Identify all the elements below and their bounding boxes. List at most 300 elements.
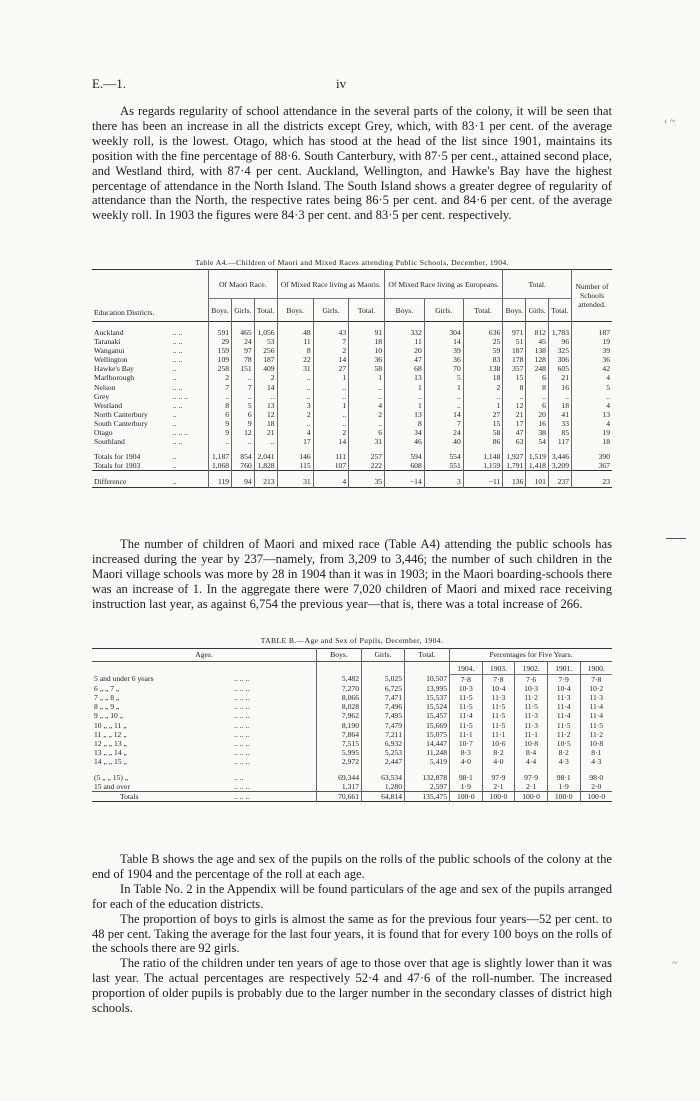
table-cell: 10·3 xyxy=(515,684,548,693)
table-cell: .. xyxy=(424,401,463,410)
table-cell: 1,791 xyxy=(503,461,526,471)
table-cell: −11 xyxy=(463,477,503,487)
table-cell: 97·9 xyxy=(515,773,548,782)
subheader-cell: Boys. xyxy=(385,299,425,322)
table-cell: 6 xyxy=(232,410,255,419)
table-cell: 7,479 xyxy=(362,721,405,730)
table-cell: 111 xyxy=(313,452,348,461)
table-cell: 2·1 xyxy=(482,782,515,792)
table-cell: 9 xyxy=(232,419,255,428)
table-cell: 1·9 xyxy=(547,782,580,792)
table-cell: 11·5 xyxy=(450,693,483,702)
table-b xyxy=(92,648,612,802)
table-cell: 7·9 xyxy=(547,674,580,684)
district-name: North Canterbury xyxy=(94,409,148,419)
table-cell: 10·4 xyxy=(482,684,515,693)
table-row xyxy=(92,757,612,766)
table-cell: 119 xyxy=(209,477,232,487)
table-cell: 35 xyxy=(349,477,385,487)
table-cell: 22 xyxy=(277,355,313,364)
table-cell: 325 xyxy=(548,346,571,355)
table-row xyxy=(92,392,612,401)
leader-dots: .. .. xyxy=(172,346,183,356)
leader-dots: .. .. .. xyxy=(234,702,250,712)
table-cell: 25 xyxy=(463,337,503,346)
table-cell: 636 xyxy=(463,328,503,337)
table-row xyxy=(92,674,612,684)
leader-dots: .. xyxy=(172,452,177,462)
table-row xyxy=(92,410,612,419)
leader-dots: .. .. .. xyxy=(234,674,250,684)
table-cell: 2,597 xyxy=(405,782,450,792)
table-cell: 11·3 xyxy=(547,693,580,702)
table-cell: 367 xyxy=(572,461,613,471)
table-cell: 21 xyxy=(254,428,277,437)
table-cell: 24 xyxy=(424,428,463,437)
table-cell: 5,482 xyxy=(317,674,362,684)
table-cell: 2 xyxy=(277,410,313,419)
table-cell: 2,972 xyxy=(317,757,362,766)
table-cell: 8 xyxy=(209,401,232,410)
table-cell: 43 xyxy=(313,328,348,337)
table-cell: 1,159 xyxy=(463,461,503,471)
table-cell: 11·3 xyxy=(515,711,548,720)
table-cell: 21 xyxy=(503,410,526,419)
leader-dots: .. .. xyxy=(234,772,244,782)
table-cell: 11·3 xyxy=(482,693,515,702)
table-cell: 11·4 xyxy=(547,711,580,720)
table-cell: 5,995 xyxy=(317,748,362,757)
table-cell: 94 xyxy=(232,477,255,487)
table-cell: 11 xyxy=(277,337,313,346)
leader-dots: .. .. .. xyxy=(234,729,250,739)
table-cell: 7,515 xyxy=(317,739,362,748)
table-cell: 8·3 xyxy=(450,748,483,757)
table-cell: .. xyxy=(232,437,255,446)
table-cell: .. xyxy=(424,392,463,401)
table-cell: 97·9 xyxy=(482,773,515,782)
table-cell: 11·5 xyxy=(482,711,515,720)
age-label: 12 „ „ 13 „ xyxy=(94,738,127,748)
table-cell: 605 xyxy=(548,364,571,373)
table-cell: 11·4 xyxy=(547,702,580,711)
table-cell: 8 xyxy=(385,419,425,428)
table-row xyxy=(92,373,612,382)
table-cell: 11·1 xyxy=(450,730,483,739)
table-cell: 258 xyxy=(209,364,232,373)
col-percentages: Percentages for Five Years. xyxy=(450,649,613,662)
table-cell: 213 xyxy=(254,477,277,487)
years-row xyxy=(92,662,612,675)
table-cell: 7,962 xyxy=(317,711,362,720)
table-cell: 10·6 xyxy=(482,739,515,748)
table-cell: 14 xyxy=(254,383,277,392)
col-ages: Ages. xyxy=(195,650,213,659)
table-cell: 98·1 xyxy=(547,773,580,782)
table-row xyxy=(92,461,612,471)
subheader-cell: Total. xyxy=(349,299,385,322)
table-cell: 4·4 xyxy=(515,757,548,766)
table-cell: 132,878 xyxy=(405,773,450,782)
table-cell: 2 xyxy=(254,373,277,382)
group-maori-race: Of Maori Race. xyxy=(209,270,278,299)
table-cell: 23 xyxy=(572,477,613,487)
table-cell: 24 xyxy=(232,337,255,346)
table-cell: 3 xyxy=(424,477,463,487)
table-cell: 51 xyxy=(503,337,526,346)
paragraph-text: In Table No. 2 in the Appendix will be found particulars of the age and sex of the pupils arranged for each of the education districts. xyxy=(92,881,612,911)
table-cell: 85 xyxy=(548,428,571,437)
table-cell: 187 xyxy=(503,346,526,355)
table-cell: 7,864 xyxy=(317,730,362,739)
subheader-cell: Girls. xyxy=(313,299,348,322)
table-cell: 409 xyxy=(254,364,277,373)
table-cell: 10·5 xyxy=(547,739,580,748)
age-label: 8 „ „ 9 „ xyxy=(94,702,120,712)
paragraph-text: The ratio of the children under ten years of age to those over that age is slightly lower than it was last year. The actual percentages are respectively 52·4 and 47·6 of the roll-number. The increased proportion of older pupils is probably due to the larger number in the secondary classes of district high schools. xyxy=(92,956,612,1016)
col-total: Total. xyxy=(405,649,450,662)
table-cell: 98·0 xyxy=(580,773,612,782)
table-cell: 1 xyxy=(385,401,425,410)
age-label: 5 and under 6 years xyxy=(94,674,154,684)
margin-mark: ‹ ~ xyxy=(664,116,676,127)
table-cell: 2·1 xyxy=(515,782,548,792)
district-name: South Canterbury xyxy=(94,418,148,428)
table-cell: 1,187 xyxy=(209,452,232,461)
table-cell: 15,669 xyxy=(405,721,450,730)
table-cell: 12 xyxy=(232,428,255,437)
paragraph-text: As regards regularity of school attendance in the several parts of the colony, it will be seen that there has been an increase in all the districts except Grey, which, with 83·1 per cent. of the average weekly roll, is the lowest. Otago, which has stood at the head of the list since 1901, maintains its position with the fine percentage of 88·6. South Canterbury, with 87·5 per cent., attained second place, and Westland third, with 87·4 per cent. Auckland, Wellington, and Hawke's Bay have the highest percentage of attendance in the North Island. The South Island shows a greater degree of regularity of attendance than the North, the respective rates being 86·5 per cent. and 84·6 per cent. of the average weekly roll. In 1903 the figures were 84·3 per cent. and 83·5 per cent. respectively. xyxy=(92,104,612,223)
leader-dots: .. .. xyxy=(172,328,183,337)
table-cell: 36 xyxy=(349,355,385,364)
table-cell: 15,457 xyxy=(405,711,450,720)
table-cell: 10·7 xyxy=(450,739,483,748)
table-cell: 304 xyxy=(424,328,463,337)
leader-dots: .. .. xyxy=(172,400,183,410)
table-cell: 3 xyxy=(277,401,313,410)
table-cell: 100·0 xyxy=(515,791,548,801)
table-cell: 46 xyxy=(385,437,425,446)
leader-dots: .. .. .. xyxy=(234,711,250,721)
table-cell: 760 xyxy=(232,461,255,471)
col-education-districts: Education Districts. xyxy=(94,308,155,317)
table-cell: 2 xyxy=(463,383,503,392)
table-cell: 128 xyxy=(526,355,549,364)
table-cell: 6,932 xyxy=(362,739,405,748)
table-cell: 18 xyxy=(463,373,503,382)
district-name: Southland xyxy=(94,437,125,447)
table-cell: 8·1 xyxy=(580,748,612,757)
leader-dots: .. xyxy=(172,418,177,428)
table-row xyxy=(92,428,612,437)
table-cell: 11·3 xyxy=(515,721,548,730)
table-cell: 41 xyxy=(548,410,571,419)
table-cell: 222 xyxy=(349,461,385,471)
table-cell: 6 xyxy=(349,428,385,437)
district-name: Totals for 1904 xyxy=(94,452,141,462)
table-cell: 3,209 xyxy=(548,461,571,471)
table-row xyxy=(92,346,612,355)
subheader-cell: Total. xyxy=(254,299,277,322)
table-row xyxy=(92,684,612,693)
table-cell: 1 xyxy=(349,373,385,382)
table-cell: 18 xyxy=(572,437,613,446)
table-cell: .. xyxy=(209,437,232,446)
table-cell: 178 xyxy=(503,355,526,364)
district-name: Nelson xyxy=(94,382,116,392)
table-cell: 101 xyxy=(526,477,549,487)
age-label: 11 „ „ 12 „ xyxy=(94,729,127,739)
table-cell: 248 xyxy=(526,364,549,373)
table-cell: 1,280 xyxy=(362,782,405,792)
margin-rule xyxy=(666,538,686,539)
table-cell: 551 xyxy=(424,461,463,471)
table-cell: 4 xyxy=(572,401,613,410)
table-cell: 1,519 xyxy=(526,452,549,461)
leader-dots: .. .. xyxy=(172,355,183,365)
table-cell: −14 xyxy=(385,477,425,487)
table-cell: 4·0 xyxy=(482,757,515,766)
table-cell: 15,075 xyxy=(405,730,450,739)
table-cell: 63,534 xyxy=(362,773,405,782)
table-row xyxy=(92,791,612,801)
table-cell: .. xyxy=(385,392,425,401)
table-cell: 138 xyxy=(463,364,503,373)
table-cell: 115 xyxy=(277,461,313,471)
table-cell: 96 xyxy=(548,337,571,346)
table-cell: .. xyxy=(254,392,277,401)
table-cell: 465 xyxy=(232,328,255,337)
table-row xyxy=(92,730,612,739)
district-name: Grey xyxy=(94,391,110,401)
table-cell: 68 xyxy=(385,364,425,373)
table-cell: 16 xyxy=(548,383,571,392)
table-cell: 70 xyxy=(424,364,463,373)
table-cell: 187 xyxy=(254,355,277,364)
table-cell: .. xyxy=(526,392,549,401)
report-code: E.—1. xyxy=(92,76,126,91)
leader-dots: .. .. xyxy=(172,437,183,447)
table-cell: 39 xyxy=(572,346,613,355)
leader-dots: .. .. xyxy=(172,337,183,347)
group-total: Total. xyxy=(503,270,572,299)
table-cell: 187 xyxy=(572,328,613,337)
table-cell: 53 xyxy=(254,337,277,346)
table-cell: 1 xyxy=(385,383,425,392)
subheader-cell: Boys. xyxy=(277,299,313,322)
district-name: Totals for 1903 xyxy=(94,461,141,471)
table-cell: 31 xyxy=(277,364,313,373)
table-row xyxy=(92,328,612,337)
table-cell: 31 xyxy=(349,437,385,446)
table-cell: 151 xyxy=(232,364,255,373)
table-row xyxy=(92,364,612,373)
table-row xyxy=(92,721,612,730)
table-cell: 18 xyxy=(349,337,385,346)
subheader-cell: Girls. xyxy=(526,299,549,322)
district-name: Taranaki xyxy=(94,337,121,347)
table-cell: .. xyxy=(503,392,526,401)
col-schools-attended: Number of Schools attended. xyxy=(572,270,613,322)
age-label: 14 „ „ 15 „ xyxy=(94,757,127,767)
table-cell: 1 xyxy=(424,383,463,392)
table-cell: 8 xyxy=(277,346,313,355)
table-cell: .. xyxy=(277,383,313,392)
table-cell: 17 xyxy=(277,437,313,446)
table-b-body xyxy=(92,662,612,802)
district-name: Difference xyxy=(94,477,127,487)
table-cell: .. xyxy=(277,373,313,382)
table-cell: 86 xyxy=(463,437,503,446)
subheader-cell: Boys. xyxy=(209,299,232,322)
table-cell: 5 xyxy=(232,401,255,410)
table-cell: 11·5 xyxy=(515,702,548,711)
table-row xyxy=(92,702,612,711)
table-cell: 59 xyxy=(463,346,503,355)
table-cell: 11·5 xyxy=(482,702,515,711)
table-cell: 70,661 xyxy=(317,791,362,801)
table-cell: 1,317 xyxy=(317,782,362,792)
table-cell: 14 xyxy=(424,410,463,419)
table-cell: 7 xyxy=(313,337,348,346)
table-cell: 390 xyxy=(572,452,613,461)
district-name: Otago xyxy=(94,428,113,438)
table-row xyxy=(92,748,612,757)
table-cell: 8 xyxy=(503,383,526,392)
age-sex-paragraphs xyxy=(92,852,612,1016)
table-row xyxy=(92,452,612,461)
table-cell: 1,828 xyxy=(254,461,277,471)
district-name: Wanganui xyxy=(94,346,125,356)
table-cell: 15 xyxy=(503,373,526,382)
leader-dots: .. .. .. xyxy=(234,720,250,730)
table-cell: 7·6 xyxy=(515,674,548,684)
table-cell: 58 xyxy=(349,364,385,373)
table-cell: 117 xyxy=(548,437,571,446)
table-cell: 54 xyxy=(526,437,549,446)
table-cell: 7·8 xyxy=(482,674,515,684)
table-cell: 4·0 xyxy=(450,757,483,766)
table-cell: 159 xyxy=(209,346,232,355)
table-cell: 5 xyxy=(572,383,613,392)
table-cell: 11·5 xyxy=(580,721,612,730)
table-cell: 20 xyxy=(526,410,549,419)
table-cell: 10·8 xyxy=(515,739,548,748)
leader-dots: .. xyxy=(172,409,177,419)
table-cell: 1,418 xyxy=(526,461,549,471)
year-header: 1901. xyxy=(547,662,580,675)
leader-dots: .. xyxy=(172,477,177,487)
table-cell: .. xyxy=(349,383,385,392)
table-cell: 11,248 xyxy=(405,748,450,757)
table-cell: 17 xyxy=(503,419,526,428)
table-cell: 34 xyxy=(385,428,425,437)
table-cell: 357 xyxy=(503,364,526,373)
table-cell: 7 xyxy=(424,419,463,428)
table-row xyxy=(92,419,612,428)
table-a4-body xyxy=(92,322,612,488)
table-row xyxy=(92,355,612,364)
table-cell: 11·1 xyxy=(482,730,515,739)
table-cell: 11·4 xyxy=(450,711,483,720)
table-cell: 11·5 xyxy=(482,721,515,730)
table-cell: 6 xyxy=(526,401,549,410)
table-b-title: TABLE B.—Age and Sex of Pupils, December, 1904. xyxy=(260,636,444,645)
district-name: Westland xyxy=(94,400,123,410)
table-cell: 15,537 xyxy=(405,693,450,702)
table-cell: 812 xyxy=(526,328,549,337)
table-cell: 2,041 xyxy=(254,452,277,461)
table-cell: .. xyxy=(277,392,313,401)
table-cell: 13,995 xyxy=(405,684,450,693)
year-header: 1903. xyxy=(482,662,515,675)
table-cell: 1,056 xyxy=(254,328,277,337)
table-cell: 7,495 xyxy=(362,711,405,720)
table-cell: 8·2 xyxy=(547,748,580,757)
table-cell: 11·2 xyxy=(580,730,612,739)
table-cell: 4·3 xyxy=(580,757,612,766)
table-cell: 7 xyxy=(209,383,232,392)
subheader-cell: Total. xyxy=(463,299,503,322)
table-cell: 97 xyxy=(232,346,255,355)
table-cell: 1,148 xyxy=(463,452,503,461)
table-cell: 42 xyxy=(572,364,613,373)
table-cell: 854 xyxy=(232,452,255,461)
table-cell: 10·4 xyxy=(547,684,580,693)
year-header: 1902. xyxy=(515,662,548,675)
table-cell: 2 xyxy=(313,346,348,355)
age-label: 13 „ „ 14 „ xyxy=(94,748,127,758)
table-cell: .. xyxy=(349,392,385,401)
table-cell: 100·0 xyxy=(482,791,515,801)
table-cell: 136 xyxy=(503,477,526,487)
table-cell: 109 xyxy=(209,355,232,364)
table-cell: 64,814 xyxy=(362,791,405,801)
age-label: 10 „ „ 11 „ xyxy=(94,720,127,730)
table-cell: 27 xyxy=(463,410,503,419)
table-cell: 6,725 xyxy=(362,684,405,693)
table-cell: 15 xyxy=(463,419,503,428)
table-row xyxy=(92,711,612,720)
table-cell: 11·3 xyxy=(580,693,612,702)
table-cell: 13 xyxy=(385,410,425,419)
leader-dots: .. .. .. xyxy=(234,781,250,791)
table-cell: 29 xyxy=(209,337,232,346)
table-cell: 2 xyxy=(349,410,385,419)
table-cell: 5,025 xyxy=(362,674,405,684)
table-cell: 10·3 xyxy=(450,684,483,693)
table-cell: 19 xyxy=(572,337,613,346)
table-cell: 11 xyxy=(385,337,425,346)
leader-dots: .. xyxy=(172,373,177,383)
table-cell: 36 xyxy=(572,355,613,364)
table-cell: 11·4 xyxy=(580,711,612,720)
subheader-cell: Total. xyxy=(548,299,571,322)
table-cell: 4 xyxy=(572,373,613,382)
table-cell: 78 xyxy=(232,355,255,364)
table-cell: 8,066 xyxy=(317,693,362,702)
table-cell: .. xyxy=(572,392,613,401)
district-name: Wellington xyxy=(94,355,128,365)
table-cell: 5 xyxy=(424,373,463,382)
table-cell: 1·9 xyxy=(450,782,483,792)
table-cell: 7,496 xyxy=(362,702,405,711)
table-cell: 7,471 xyxy=(362,693,405,702)
table-cell: 3,446 xyxy=(548,452,571,461)
table-cell: 38 xyxy=(526,428,549,437)
table-cell: 256 xyxy=(254,346,277,355)
leader-dots: .. .. .. xyxy=(234,683,250,693)
